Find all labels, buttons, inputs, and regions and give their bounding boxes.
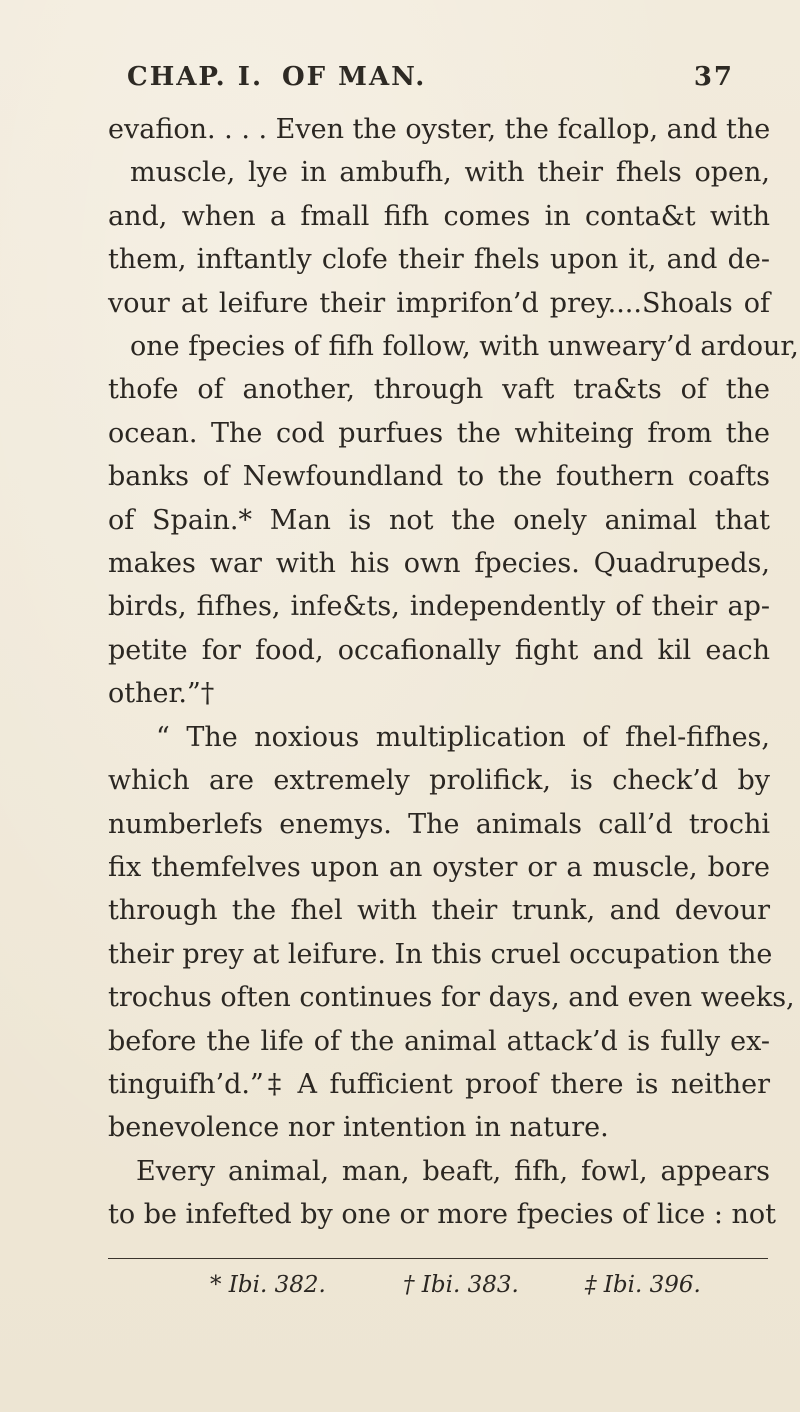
running-title: OF MAN.: [282, 62, 427, 92]
text-line: evafion. . . . Even the oyster, the fcallop, and the: [108, 114, 771, 145]
text-line: one fpecies of fifh follow, with unweary’d ardour,: [130, 331, 799, 363]
text-line: benevolence nor intention in nature.: [108, 1112, 609, 1144]
footnote-rule: [108, 1258, 768, 1259]
text-line: tinguifh’d.”‡ A fufficient proof there is neither: [108, 1068, 770, 1100]
text-line: of Spain.* Man is not the onely animal that: [108, 504, 770, 536]
chapter-label: CHAP. I.: [127, 62, 263, 92]
text-line: banks of Newfoundland to the fouthern coafts: [108, 461, 770, 493]
text-line: thofe of another, through vaft tra&ts of the: [108, 374, 770, 406]
text-line: before the life of the animal attack’d is fully ex-: [108, 1025, 770, 1057]
text-line: which are extremely prolifick, is check’d by: [108, 765, 770, 797]
footnote: ‡ Ibi. 396.: [585, 1272, 701, 1298]
text-line: them, inftantly clofe their fhels upon it, and de-: [108, 244, 770, 276]
text-line: their prey at leifure. In this cruel occupation the: [108, 938, 773, 970]
footnote: † Ibi. 383.: [403, 1272, 519, 1298]
text-line: Every animal, man, beaft, fifh, fowl, appears: [136, 1155, 770, 1187]
text-line: muscle, lye in ambufh, with their fhels open,: [130, 157, 770, 189]
text-line: to be infefted by one or more fpecies of lice : not: [108, 1199, 776, 1231]
body-text: [108, 108, 799, 1237]
text-line: other.”†: [108, 678, 215, 710]
text-line: numberlefs enemys. The animals call’d trochi: [108, 808, 770, 840]
footnote: * Ibi. 382.: [210, 1272, 326, 1298]
text-line: through the fhel with their trunk, and devour: [108, 895, 770, 927]
text-line: fix themfelves upon an oyster or a muscle, bore: [108, 851, 770, 883]
text-line: petite for food, occafionally fight and kil each: [108, 634, 770, 666]
text-line: vour at leifure their imprifon’d prey....Shoals of: [108, 287, 770, 319]
text-line: and, when a fmall fifh comes in conta&t with: [108, 200, 770, 232]
running-header: [127, 62, 734, 102]
text-line: ocean. The cod purfues the whiteing from the: [108, 417, 770, 449]
text-line: makes war with his own fpecies. Quadrupeds,: [108, 548, 770, 580]
page-number: 37: [693, 62, 734, 92]
text-line: birds, fifhes, infe&ts, independently of their ap-: [108, 591, 770, 623]
text-line: trochus often continues for days, and even weeks,: [108, 982, 795, 1014]
text-line: “ The noxious multiplication of fhel-fifhes,: [156, 721, 770, 753]
